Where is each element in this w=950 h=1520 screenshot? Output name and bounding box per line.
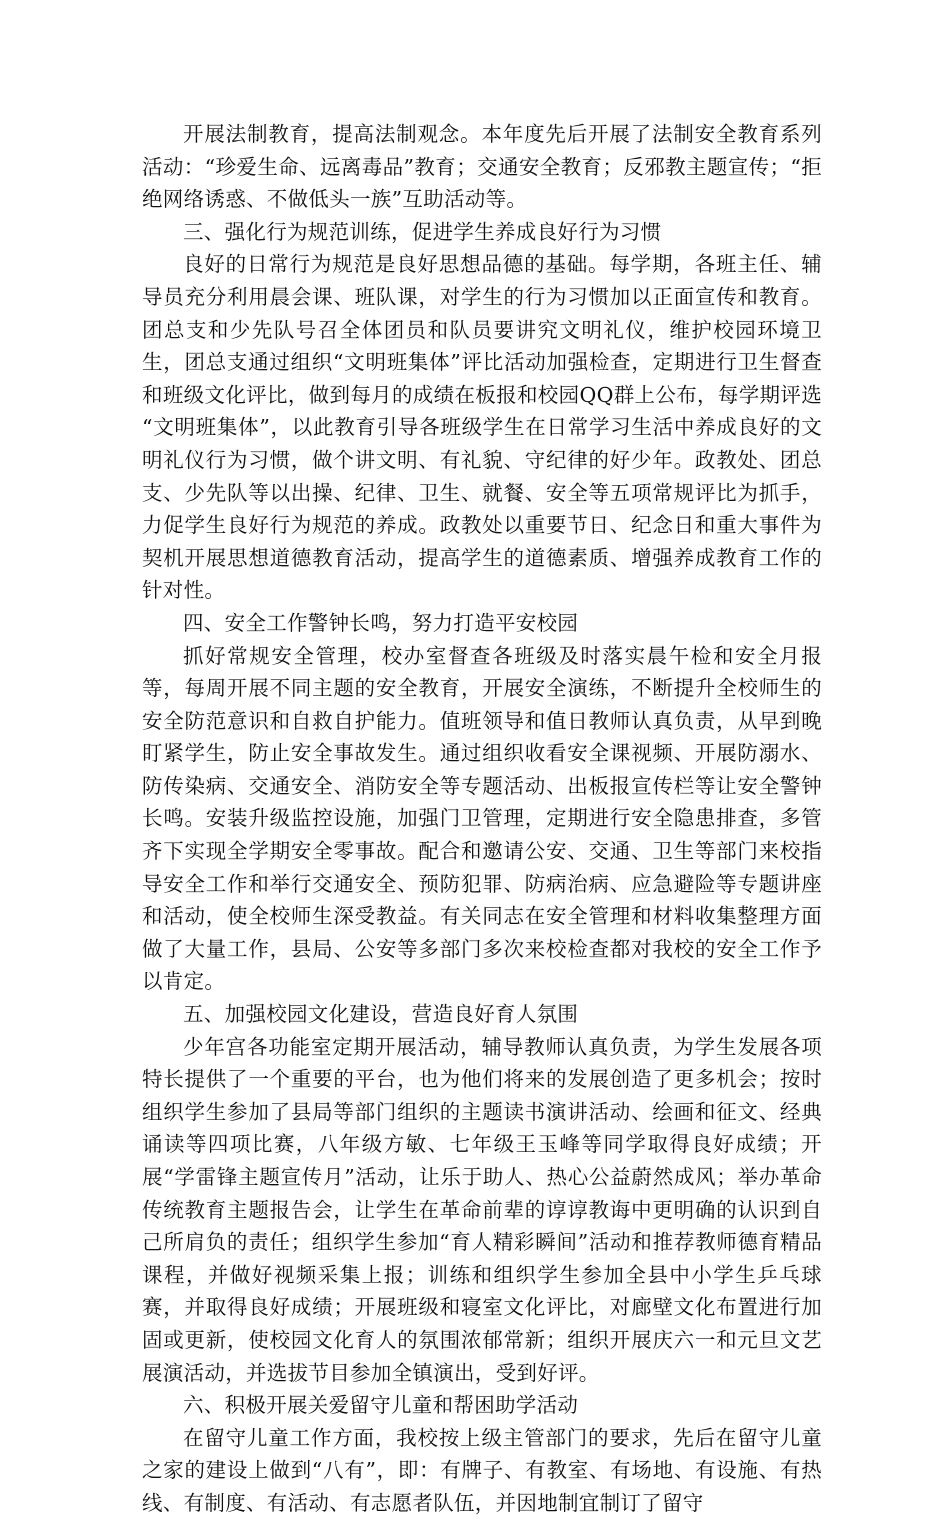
paragraph-legal-education: 开展法制教育，提高法制观念。本年度先后开展了法制安全教育系列活动：“珍爱生命、远离毒品”教育；交通安全教育；反邪教主题宣传；“拒绝网络诱惑、不做低头一族”互助活动等。 [142,122,822,212]
paragraph-left-behind-children: 在留守儿童工作方面，我校按上级主管部门的要求，先后在留守儿童之家的建设上做到“八有”，即：有牌子、有教室、有场地、有设施、有热线、有制度、有活动、有志愿者队伍，并因地制宜制订了留守 [142,1425,822,1515]
document-page [142,118,822,1520]
section-heading-3: 三、强化行为规范训练，促进学生养成良好行为习惯 [183,219,662,244]
section-heading-4: 四、安全工作警钟长鸣，努力打造平安校园 [183,610,579,635]
paragraph-behavior-norms: 良好的日常行为规范是良好思想品德的基础。每学期，各班主任、辅导员充分利用晨会课、班队课，对学生的行为习惯加以正面宣传和教育。团总支和少先队号召全体团员和队员要讲究文明礼仪，维护校园环境卫生，团总支通过组织“文明班集体”评比活动加强检查，定期进行卫生督查和班级文化评比，做到每月的成绩在板报和校园QQ群上公布，每学期评选 “文明班集体”，以此教育引导各班级学生在日常学习生活中养成良好的文明礼仪行为习惯，做个讲文明、有礼貌、守纪律的好少年。政教处、团总支、少先队等以出操、纪律、卫生、就餐、安全等五项常规评比为抓手，力促学生良好行为规范的养成。政教处以重要节日、纪念日和重大事件为契机开展思想道德教育活动，提高学生的道德素质、增强养成教育工作的针对性。 [142,252,822,603]
section-heading-5: 五、加强校园文化建设，营造良好育人氛围 [183,1002,579,1027]
section-heading-6: 六、积极开展关爱留守儿童和帮困助学活动 [183,1393,579,1418]
paragraph-campus-culture: 少年宫各功能室定期开展活动，辅导教师认真负责，为学生发展各项特长提供了一个重要的平台，也为他们将来的发展创造了更多机会；按时组织学生参加了县局等部门组织的主题读书演讲活动、绘画和征文、经典诵读等四项比赛，八年级方敏、七年级王玉峰等同学取得良好成绩；开展“学雷锋主题宣传月”活动，让乐于助人、热心公益蔚然成风；举办革命传统教育主题报告会，让学生在革命前辈的谆谆教诲中更明确的认识到自己所肩负的责任；组织学生参加“育人精彩瞬间”活动和推荐教师德育精品课程，并做好视频采集上报；训练和组织学生参加全县中小学生乒乓球赛，并取得良好成绩；开展班级和寝室文化评比，对廊壁文化布置进行加固或更新，使校园文化育人的氛围浓郁常新；组织开展庆六一和元旦文艺展演活动，并选拔节目参加全镇演出，受到好评。 [142,1034,822,1385]
paragraph-safety-work: 抓好常规安全管理，校办室督查各班级及时落实晨午检和安全月报等，每周开展不同主题的安全教育，开展安全演练，不断提升全校师生的安全防范意识和自救自护能力。值班领导和值日教师认真负责，从早到晚盯紧学生，防止安全事故发生。通过组织收看安全课视频、开展防溺水、防传染病、交通安全、消防安全等专题活动、出板报宣传栏等让安全警钟长鸣。安装升级监控设施，加强门卫管理，定期进行安全隐患排查，多管齐下实现全学期安全零事故。配合和邀请公安、交通、卫生等部门来校指导安全工作和举行交通安全、预防犯罪、防病治病、应急避险等专题讲座和活动，使全校师生深受教益。有关同志在安全管理和材料收集整理方面做了大量工作，县局、公安等多部门多次来校检查都对我校的安全工作予以肯定。 [142,643,822,994]
